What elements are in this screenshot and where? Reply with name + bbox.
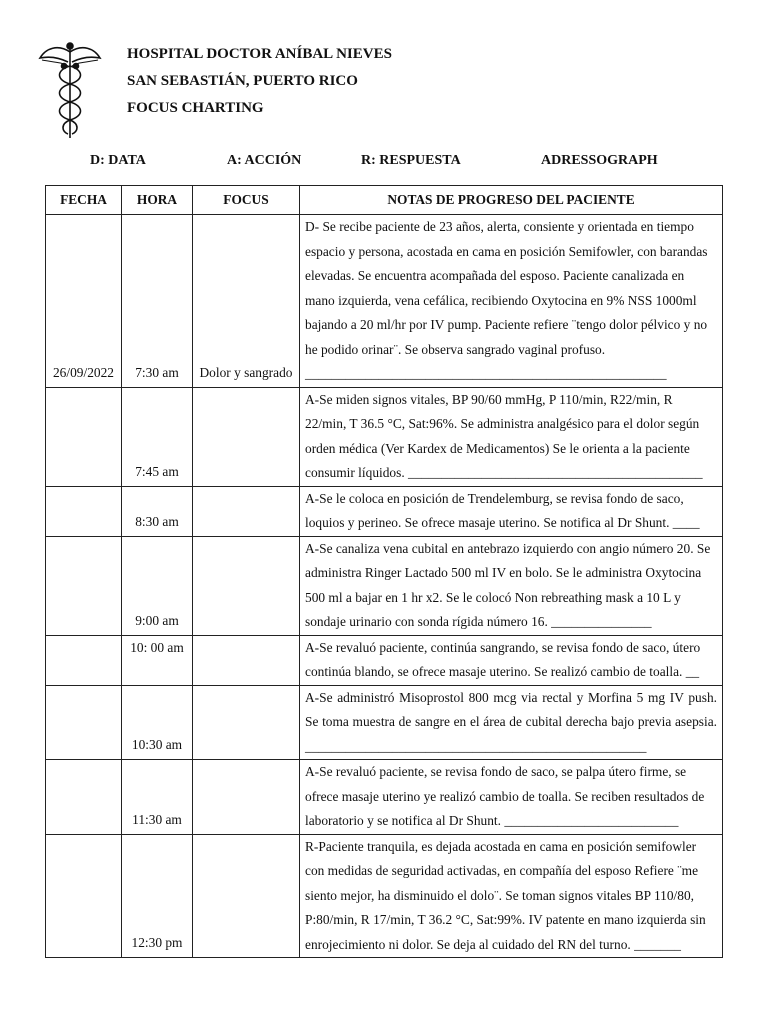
table-row <box>46 387 723 486</box>
cell-fecha <box>46 834 122 958</box>
hospital-name: HOSPITAL DOCTOR ANÍBAL NIEVES <box>127 46 392 62</box>
cell-focus <box>193 760 300 835</box>
legend-data: D: DATA <box>90 153 146 168</box>
column-header-hora: HORA <box>122 186 193 215</box>
table-header-row <box>46 186 723 215</box>
cell-hora: 9:00 am <box>122 536 193 635</box>
cell-hora: 7:30 am <box>122 215 193 388</box>
progress-notes-table <box>45 185 723 958</box>
hospital-location: SAN SEBASTIÁN, PUERTO RICO <box>127 73 358 89</box>
cell-nota: D- Se recibe paciente de 23 años, alerta, consiente y orientada en tiempo espacio y persona, acostada en cama en posición Semifowler, con barandas elevadas. Se encuentra acompañada del esposo. Paciente canalizada en mano izquierda, vena cefálica, recibiendo Oxytocina en 9% NSS 1000ml bajando a 20 ml/hr por IV pump. Paciente refiere ¨tengo dolor pélvico y no he podido orinar¨. Se observa sangrado vaginal profuso. ______________________________________________________ <box>300 215 723 388</box>
cell-hora: 10: 00 am <box>122 635 193 685</box>
cell-hora: 7:45 am <box>122 387 193 486</box>
cell-nota: A-Se revaluó paciente, continúa sangrando, se revisa fondo de saco, útero continúa blando, se ofrece masaje uterino. Se realizó cambio de toalla. __ <box>300 635 723 685</box>
cell-nota: A-Se miden signos vitales, BP 90/60 mmHg, P 110/min, R22/min, R 22/min, T 36.5 °C, Sat:96%. Se administra analgésico para el dolor según orden médica (Ver Kardex de Medicamentos) Se le orienta a la paciente consumir líquidos. ____________________________________________ <box>300 387 723 486</box>
table-row <box>46 635 723 685</box>
cell-hora: 8:30 am <box>122 486 193 536</box>
cell-fecha <box>46 635 122 685</box>
cell-nota: A-Se revaluó paciente, se revisa fondo de saco, se palpa útero firme, se ofrece masaje uterino ye realizó cambio de toalla. Se reciben resultados de laboratorio y se notifica al Dr Shunt. __________________________ <box>300 760 723 835</box>
form-title: FOCUS CHARTING <box>127 100 264 116</box>
column-header-fecha: FECHA <box>46 186 122 215</box>
cell-nota: A-Se canaliza vena cubital en antebrazo izquierdo con angio número 20. Se administra Ringer Lactado 500 ml IV en bolo. Se le administra Oxytocina 500 ml a bajar en 1 hr x2. Se le colocó Non rebreathing mask a 10 L y sondaje urinario con sonda rígida número 16. _______________ <box>300 536 723 635</box>
table-row <box>46 215 723 388</box>
cell-fecha <box>46 486 122 536</box>
table-row <box>46 834 723 958</box>
cell-focus <box>193 635 300 685</box>
cell-nota: A-Se le coloca en posición de Trendelemburg, se revisa fondo de saco, loquios y perineo. Se ofrece masaje uterino. Se notifica al Dr Shunt. ____ <box>300 486 723 536</box>
legend-adressograph: ADRESSOGRAPH <box>541 153 658 168</box>
legend-action: A: ACCIÓN <box>227 153 302 168</box>
cell-fecha <box>46 685 122 760</box>
cell-hora: 12:30 pm <box>122 834 193 958</box>
cell-focus <box>193 685 300 760</box>
cell-hora: 11:30 am <box>122 760 193 835</box>
table-row <box>46 685 723 760</box>
cell-focus <box>193 387 300 486</box>
table-row <box>46 486 723 536</box>
table-row <box>46 536 723 635</box>
table-row <box>46 760 723 835</box>
document-header <box>127 44 392 125</box>
cell-nota: A-Se administró Misoprostol 800 mcg via rectal y Morfina 5 mg IV push. Se toma muestra de sangre en el área de cubital derecha bajo previa asepsia. ___________________________________________________ <box>300 685 723 760</box>
legend-response: R: RESPUESTA <box>361 153 461 168</box>
cell-focus <box>193 536 300 635</box>
cell-fecha <box>46 760 122 835</box>
cell-hora: 10:30 am <box>122 685 193 760</box>
cell-focus: Dolor y sangrado <box>193 215 300 388</box>
cell-nota: R-Paciente tranquila, es dejada acostada en cama en posición semifowler con medidas de seguridad activadas, en compañía del esposo Refiere ¨me siento mejor, ha disminuido el dolo¨. Se toman signos vitales BP 110/80, P:80/min, R 17/min, T 36.2 °C, Sat:99%. IV patente en mano izquierda sin enrojecimiento ni dolor. Se deja al cuidado del RN del turno. _______ <box>300 834 723 958</box>
cell-fecha <box>46 387 122 486</box>
cell-focus <box>193 486 300 536</box>
column-header-notas: NOTAS DE PROGRESO DEL PACIENTE <box>300 186 723 215</box>
column-header-focus: FOCUS <box>193 186 300 215</box>
caduceus-logo-icon <box>38 40 102 140</box>
cell-focus <box>193 834 300 958</box>
cell-fecha <box>46 536 122 635</box>
cell-fecha: 26/09/2022 <box>46 215 122 388</box>
